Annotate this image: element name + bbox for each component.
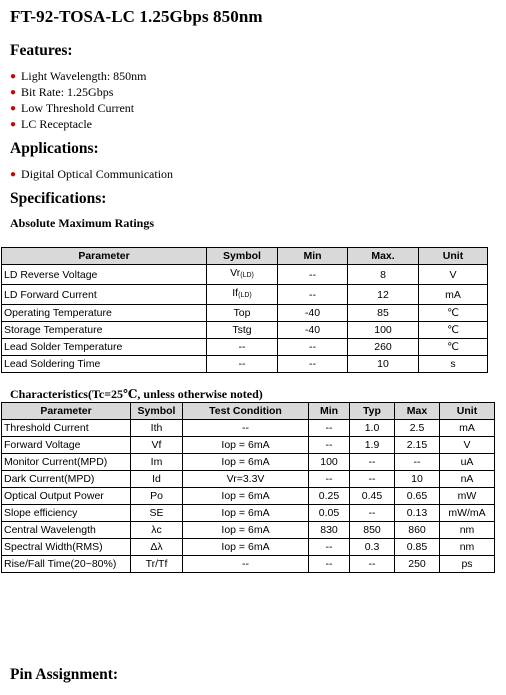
table-row xyxy=(2,437,495,454)
table-cell: Forward Voltage xyxy=(2,437,131,454)
table-cell: LD Forward Current xyxy=(2,285,207,305)
table-cell: ℃ xyxy=(419,305,488,322)
table-cell: -- xyxy=(309,556,350,573)
column-header: Max xyxy=(395,403,440,420)
column-header: Symbol xyxy=(207,248,278,265)
table-cell: 260 xyxy=(348,339,419,356)
table-row xyxy=(2,471,495,488)
applications-list xyxy=(10,166,173,182)
features-list xyxy=(10,68,147,132)
table-cell: mA xyxy=(440,420,495,437)
table-row xyxy=(2,522,495,539)
table-cell: s xyxy=(419,356,488,373)
table-cell: Iop = 6mA xyxy=(183,522,309,539)
table-cell: λc xyxy=(131,522,183,539)
table-cell: Iop = 6mA xyxy=(183,539,309,556)
table-cell: mW xyxy=(440,488,495,505)
table-cell: 10 xyxy=(348,356,419,373)
table-row xyxy=(2,285,488,305)
table-row xyxy=(2,339,488,356)
table-cell: -- xyxy=(278,265,348,285)
pin-assignment-heading: Pin Assignment: xyxy=(10,666,119,683)
column-header: Parameter xyxy=(2,403,131,420)
table-cell: 0.45 xyxy=(350,488,395,505)
table-cell: -- xyxy=(207,356,278,373)
list-item: ● LC Receptacle xyxy=(10,117,93,131)
table-cell: Vf xyxy=(131,437,183,454)
table-row xyxy=(2,265,488,285)
table-cell: -- xyxy=(309,539,350,556)
table-cell: Rise/Fall Time(20~80%) xyxy=(2,556,131,573)
table-cell: Lead Solder Temperature xyxy=(2,339,207,356)
table-row xyxy=(2,505,495,522)
table-cell: Operating Temperature xyxy=(2,305,207,322)
table-cell: -- xyxy=(309,420,350,437)
bullet-icon: ● xyxy=(10,71,17,82)
table-cell: 1.0 xyxy=(350,420,395,437)
table-cell: Central Wavelength xyxy=(2,522,131,539)
table-cell: 0.85 xyxy=(395,539,440,556)
table-cell: nm xyxy=(440,539,495,556)
table-cell: 2.15 xyxy=(395,437,440,454)
bullet-icon: ● xyxy=(10,87,17,98)
table-cell: Im xyxy=(131,454,183,471)
specifications-heading: Specifications: xyxy=(10,190,107,207)
table-cell: -- xyxy=(183,420,309,437)
table-cell: Iop = 6mA xyxy=(183,454,309,471)
table-cell: Ith xyxy=(131,420,183,437)
page-title: FT-92-TOSA-LC 1.25Gbps 850nm xyxy=(10,7,263,26)
list-item: ● Low Threshold Current xyxy=(10,101,135,115)
table-cell: nA xyxy=(440,471,495,488)
table-cell: -- xyxy=(278,339,348,356)
table-cell: Lead Soldering Time xyxy=(2,356,207,373)
bullet-icon: ● xyxy=(10,103,17,114)
table-cell: $Vr_{(LD)}$ xyxy=(207,265,278,285)
table-row xyxy=(2,356,488,373)
column-header: Typ xyxy=(350,403,395,420)
table-cell: V xyxy=(440,437,495,454)
table-cell: 10 xyxy=(395,471,440,488)
table-cell: Monitor Current(MPD) xyxy=(2,454,131,471)
table-cell: nm xyxy=(440,522,495,539)
table-cell: ℃ xyxy=(419,322,488,339)
table-cell: 85 xyxy=(348,305,419,322)
table-cell: mW/mA xyxy=(440,505,495,522)
characteristics-heading: Characteristics(Tc=25℃, unless otherwise noted) xyxy=(10,387,263,401)
table-row xyxy=(2,488,495,505)
table-cell: V xyxy=(419,265,488,285)
table-cell: -- xyxy=(207,339,278,356)
table-cell: $If_{(LD)}$ xyxy=(207,285,278,305)
table-cell: -- xyxy=(309,437,350,454)
abs-max-table xyxy=(1,247,488,373)
list-item: ● Light Wavelength: 850nm xyxy=(10,69,147,83)
column-header: Parameter xyxy=(2,248,207,265)
table-cell: -- xyxy=(395,454,440,471)
table-cell: mA xyxy=(419,285,488,305)
table-cell: Storage Temperature xyxy=(2,322,207,339)
table-cell: Slope efficiency xyxy=(2,505,131,522)
column-header: Unit xyxy=(440,403,495,420)
table-cell: Tstg xyxy=(207,322,278,339)
table-cell: Top xyxy=(207,305,278,322)
table-cell: 0.13 xyxy=(395,505,440,522)
table-cell: Vr=3.3V xyxy=(183,471,309,488)
table-cell: -- xyxy=(350,556,395,573)
table-cell: 8 xyxy=(348,265,419,285)
table-cell: 850 xyxy=(350,522,395,539)
column-header: Symbol xyxy=(131,403,183,420)
table-cell: 0.65 xyxy=(395,488,440,505)
table-cell: Optical Output Power xyxy=(2,488,131,505)
abs-max-heading: Absolute Maximum Ratings xyxy=(10,216,155,230)
table-cell: Threshold Current xyxy=(2,420,131,437)
table-cell: -- xyxy=(350,454,395,471)
table-cell: 0.05 xyxy=(309,505,350,522)
table-row xyxy=(2,539,495,556)
table-cell: ℃ xyxy=(419,339,488,356)
table-cell: 860 xyxy=(395,522,440,539)
table-cell: Spectral Width(RMS) xyxy=(2,539,131,556)
column-header: Min xyxy=(278,248,348,265)
table-cell: Δλ xyxy=(131,539,183,556)
table-row xyxy=(2,556,495,573)
table-cell: -40 xyxy=(278,322,348,339)
column-header: Min xyxy=(309,403,350,420)
table-cell: Iop = 6mA xyxy=(183,488,309,505)
table-cell: LD Reverse Voltage xyxy=(2,265,207,285)
table-cell: -40 xyxy=(278,305,348,322)
table-cell: -- xyxy=(183,556,309,573)
table-cell: -- xyxy=(278,356,348,373)
features-heading: Features: xyxy=(10,42,73,59)
table-cell: 2.5 xyxy=(395,420,440,437)
table-cell: Tr/Tf xyxy=(131,556,183,573)
column-header: Max. xyxy=(348,248,419,265)
table-cell: 100 xyxy=(348,322,419,339)
table-cell: -- xyxy=(350,471,395,488)
table-row xyxy=(2,420,495,437)
table-cell: 0.3 xyxy=(350,539,395,556)
table-row xyxy=(2,305,488,322)
table-cell: 830 xyxy=(309,522,350,539)
table-cell: ps xyxy=(440,556,495,573)
table-cell: uA xyxy=(440,454,495,471)
table-row xyxy=(2,322,488,339)
column-header: Unit xyxy=(419,248,488,265)
bullet-icon: ● xyxy=(10,119,17,130)
bullet-icon: ● xyxy=(10,169,17,180)
applications-heading: Applications: xyxy=(10,140,99,157)
table-cell: 250 xyxy=(395,556,440,573)
table-header-row xyxy=(2,403,495,420)
table-cell: Po xyxy=(131,488,183,505)
list-item: ● Digital Optical Communication xyxy=(10,167,174,181)
list-item: ● Bit Rate: 1.25Gbps xyxy=(10,85,114,99)
table-cell: Id xyxy=(131,471,183,488)
table-cell: SE xyxy=(131,505,183,522)
table-cell: 1.9 xyxy=(350,437,395,454)
table-cell: 0.25 xyxy=(309,488,350,505)
characteristics-table xyxy=(1,402,495,573)
table-cell: Iop = 6mA xyxy=(183,505,309,522)
table-cell: Iop = 6mA xyxy=(183,437,309,454)
table-cell: -- xyxy=(309,471,350,488)
table-cell: 100 xyxy=(309,454,350,471)
table-cell: Dark Current(MPD) xyxy=(2,471,131,488)
table-row xyxy=(2,454,495,471)
table-cell: 12 xyxy=(348,285,419,305)
table-cell: -- xyxy=(350,505,395,522)
table-header-row xyxy=(2,248,488,265)
table-cell: -- xyxy=(278,285,348,305)
column-header: Test Condition xyxy=(183,403,309,420)
